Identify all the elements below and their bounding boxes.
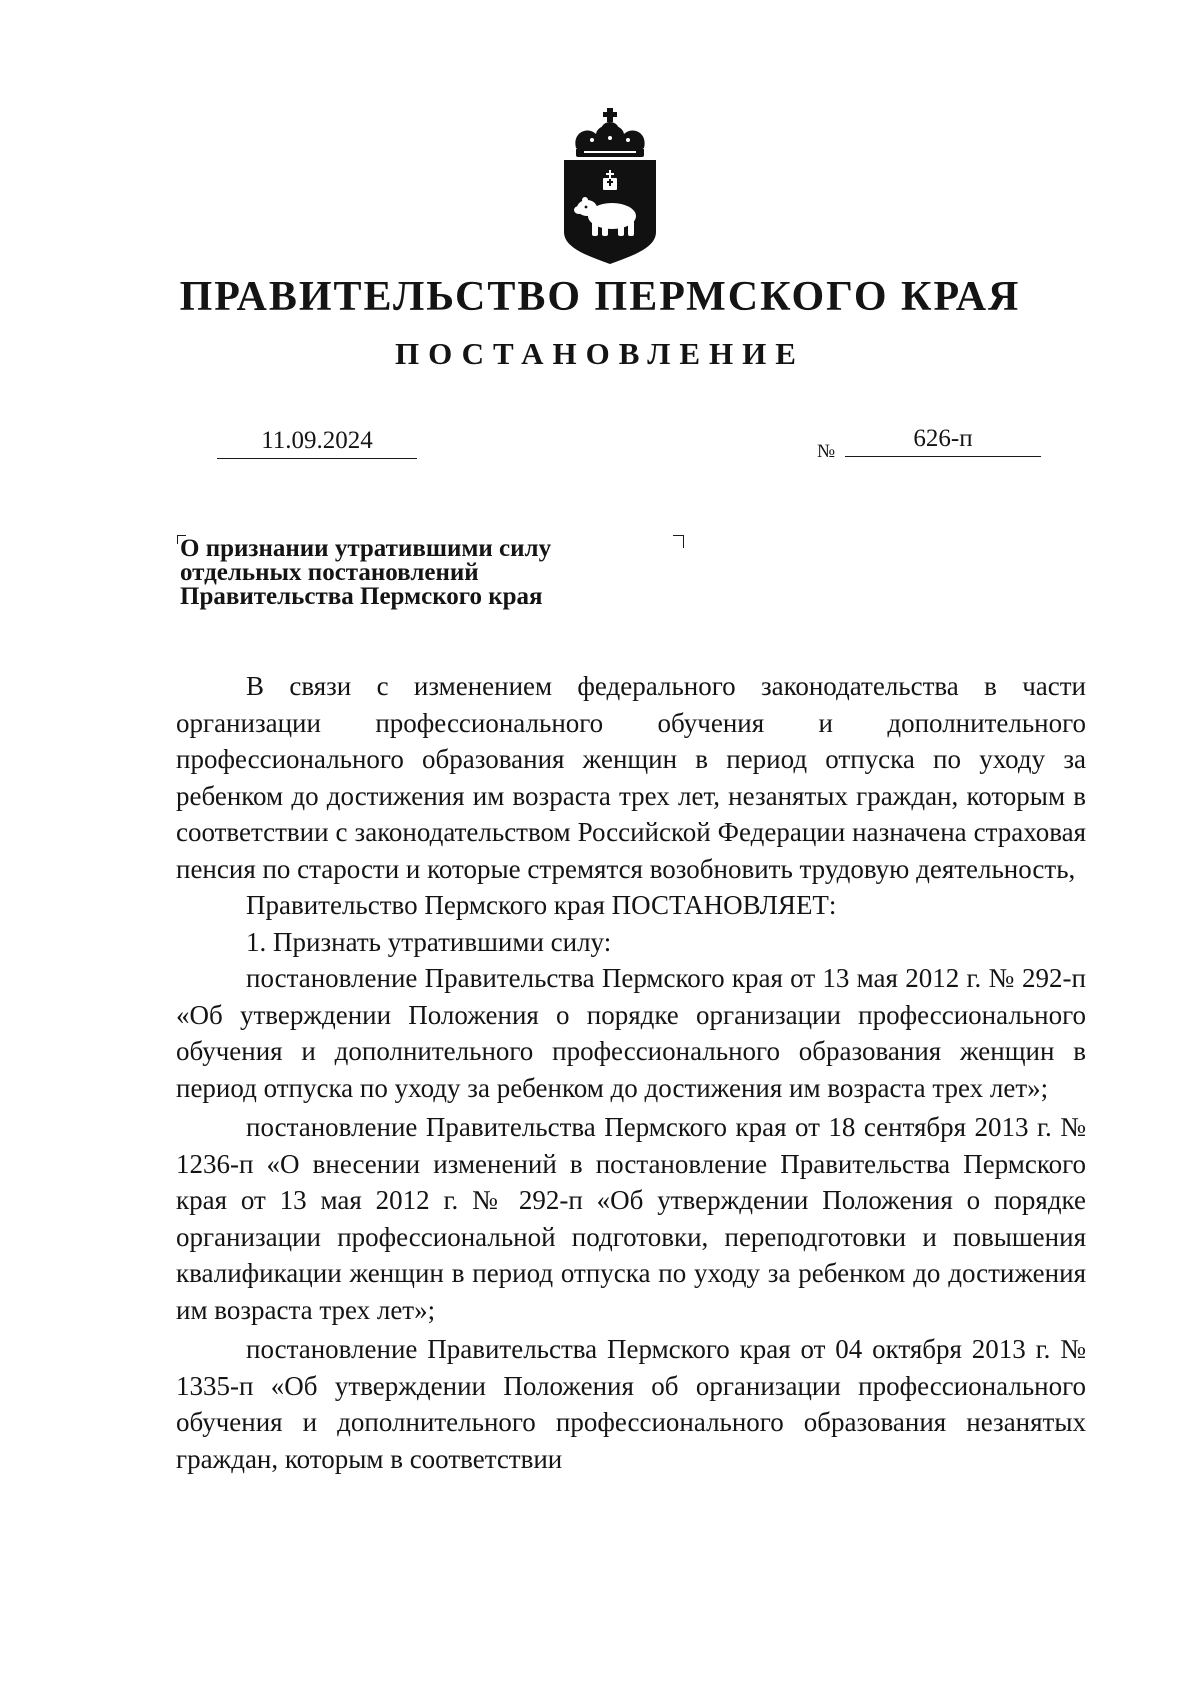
document-date: 11.09.2024 bbox=[217, 424, 417, 459]
number-sign: № bbox=[817, 441, 836, 462]
crown-icon bbox=[575, 108, 644, 157]
repealed-act-paragraph: постановление Правительства Пермского края от 13 мая 2012 г. № 292-п «Об утверждении Положения о порядке организации профессионального обучения и дополнительного профессионального образования женщин в период отпуска по уходу за ребенком до достижения им возраста трех лет»; bbox=[176, 963, 1086, 1103]
document-number: 626-п bbox=[845, 422, 1041, 457]
repealed-act-paragraph: постановление Правительства Пермского края от 04 октября 2013 г. № 1335-п «Об утверждении Положения об организации профессионального обучения и дополнительного профессионального образования незанятых граждан, которым в соответствии bbox=[176, 1334, 1086, 1474]
subject-line: отдельных постановлений bbox=[180, 559, 479, 586]
document-type-heading: ПОСТАНОВЛЕНИЕ bbox=[395, 336, 805, 371]
clause-paragraph: 1. Признать утратившими силу: bbox=[246, 926, 612, 957]
preamble-paragraph: В связи с изменением федерального законодательства в части организации профессионального обучения и дополнительного профессионального образования женщин в период отпуска по уходу за ребенком до достижения им возраста трех лет, незанятых граждан, которым в соответствии с законодательством Российской Федерации назначена страховая пенсия по старости и которые стремятся возобновить трудовую деятельность, bbox=[176, 671, 1086, 884]
document-body bbox=[176, 668, 1086, 1477]
perm-krai-coat-of-arms-icon bbox=[562, 108, 658, 264]
resolution-paragraph: Правительство Пермского края ПОСТАНОВЛЯЕТ: bbox=[246, 890, 837, 920]
subject-corner-mark-right bbox=[673, 535, 684, 548]
repealed-act-paragraph: постановление Правительства Пермского края от 18 сентября 2013 г. № 1236-п «О внесении изменений в постановление Правительства Пермского края от 13 мая 2012 г. № 292-п «Об утверждении Положения о порядке организации профессиональной подготовки, переподготовки и повышения квалификации женщин в период отпуска по уходу за ребенком до достижения им возраста трех лет»; bbox=[176, 1112, 1086, 1325]
subject-line: О признании утратившими силу bbox=[180, 535, 552, 562]
subject-line: Правительства Пермского края bbox=[180, 583, 543, 610]
organization-title: ПРАВИТЕЛЬСТВО ПЕРМСКОГО КРАЯ bbox=[179, 274, 1021, 320]
document-subject bbox=[180, 537, 660, 609]
